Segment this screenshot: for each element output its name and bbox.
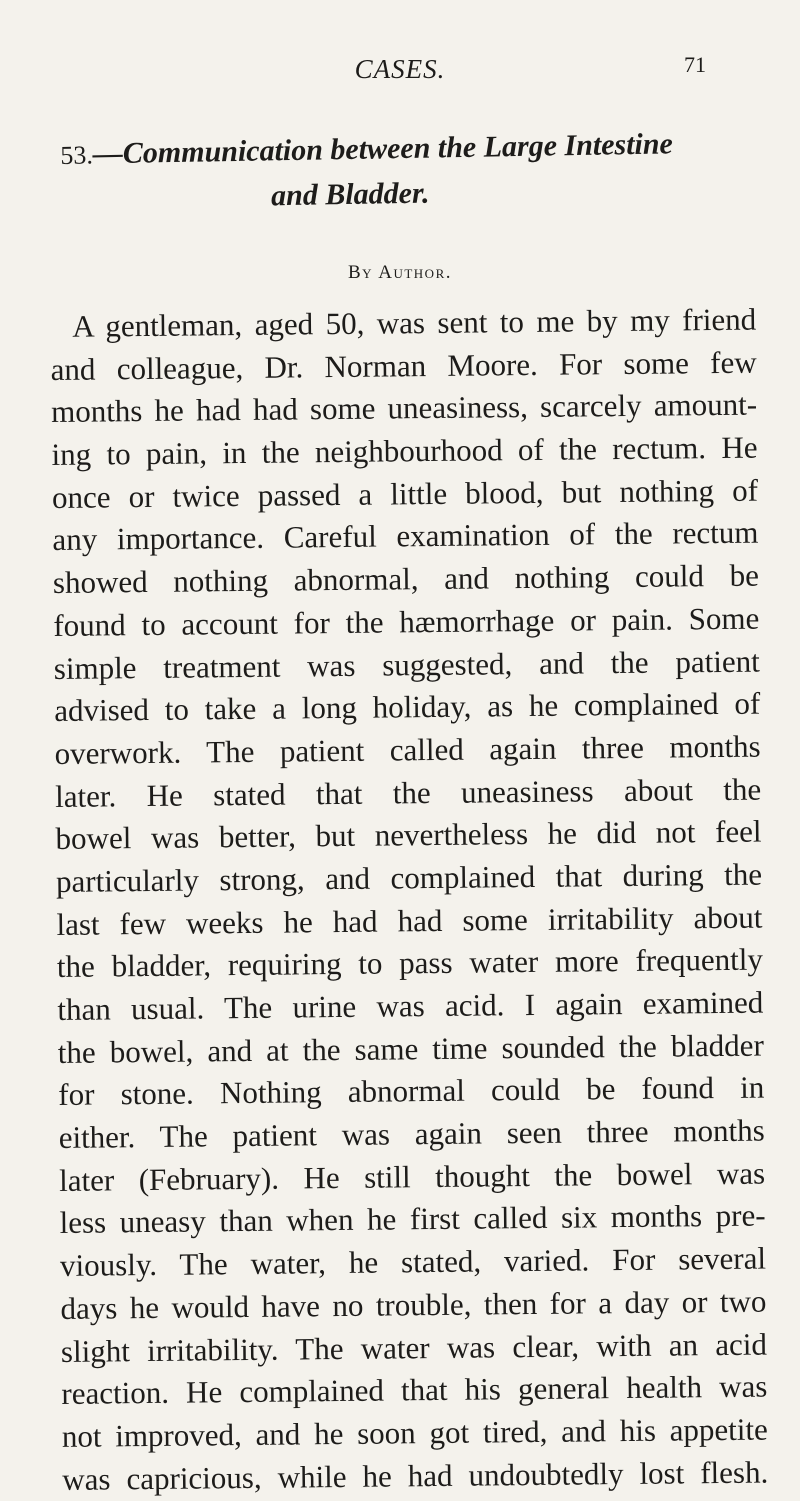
case-heading bbox=[60, 121, 761, 222]
text-line: any importance. Careful examination of the rectum bbox=[52, 515, 759, 558]
case-title-line-2: and Bladder. bbox=[270, 176, 430, 213]
text-line: the bowel, and at the same time sounded the bladder bbox=[57, 1027, 764, 1070]
text-line: the bladder, requiring to pass water more frequently bbox=[56, 941, 764, 985]
text-line: overwork. The patient called again three months bbox=[54, 728, 761, 771]
text-line: months he had had some uneasiness, scarcely amount- bbox=[50, 386, 758, 430]
text-line: A gentleman, aged 50, was sent to me by my friend bbox=[72, 301, 757, 344]
text-line: advised to take a long holiday, as he complained of bbox=[54, 685, 761, 729]
text-line: less uneasy than when he first called six months pre- bbox=[59, 1197, 766, 1241]
text-line: not improved, and he soon got tired, and his appetite bbox=[61, 1411, 768, 1454]
body-paragraph bbox=[50, 299, 768, 1501]
text-line: either. The patient was again seen three months bbox=[58, 1112, 765, 1156]
text-line: days he would have no trouble, then for a day or two bbox=[60, 1283, 767, 1326]
text-line: ing to pain, in the neighbourhood of the rectum. He bbox=[51, 429, 758, 473]
case-title-line-1: —Communication between the Large Intestine bbox=[92, 127, 674, 171]
text-line: for stone. Nothing abnormal could be found in bbox=[58, 1069, 765, 1113]
text-line: last few weeks he had had some irritability about bbox=[56, 899, 763, 942]
text-line: was capricious, while he had undoubtedly lost flesh. bbox=[62, 1454, 769, 1497]
text-line: once or twice passed a little blood, but nothing of bbox=[51, 472, 759, 515]
text-line: reaction. He complained that his general health was bbox=[61, 1368, 768, 1412]
text-line: viously. The water, he stated, varied. For several bbox=[59, 1240, 767, 1284]
text-line: later (February). He still thought the bowel was bbox=[58, 1155, 766, 1198]
page-number: 71 bbox=[684, 52, 706, 77]
text-line: later. He stated that the uneasiness about the bbox=[54, 771, 762, 814]
text-line: than usual. The urine was acid. I again examined bbox=[57, 984, 764, 1027]
text-line: showed nothing abnormal, and nothing could be bbox=[52, 557, 760, 601]
running-title: CASES. bbox=[354, 54, 446, 84]
text-line: slight irritability. The water was clear, with an acid bbox=[60, 1326, 768, 1369]
case-number: 53. bbox=[60, 140, 94, 170]
text-line: bowel was better, but nevertheless he did not feel bbox=[55, 813, 762, 857]
running-head bbox=[0, 52, 800, 92]
text-line: simple treatment was suggested, and the patient bbox=[53, 643, 760, 686]
text-line: and colleague, Dr. Norman Moore. For some few bbox=[50, 344, 757, 387]
text-line: found to account for the hæmorrhage or pain. Some bbox=[53, 600, 760, 643]
byline: By Author. bbox=[347, 262, 452, 283]
text-line: particularly strong, and complained that during the bbox=[55, 856, 763, 899]
